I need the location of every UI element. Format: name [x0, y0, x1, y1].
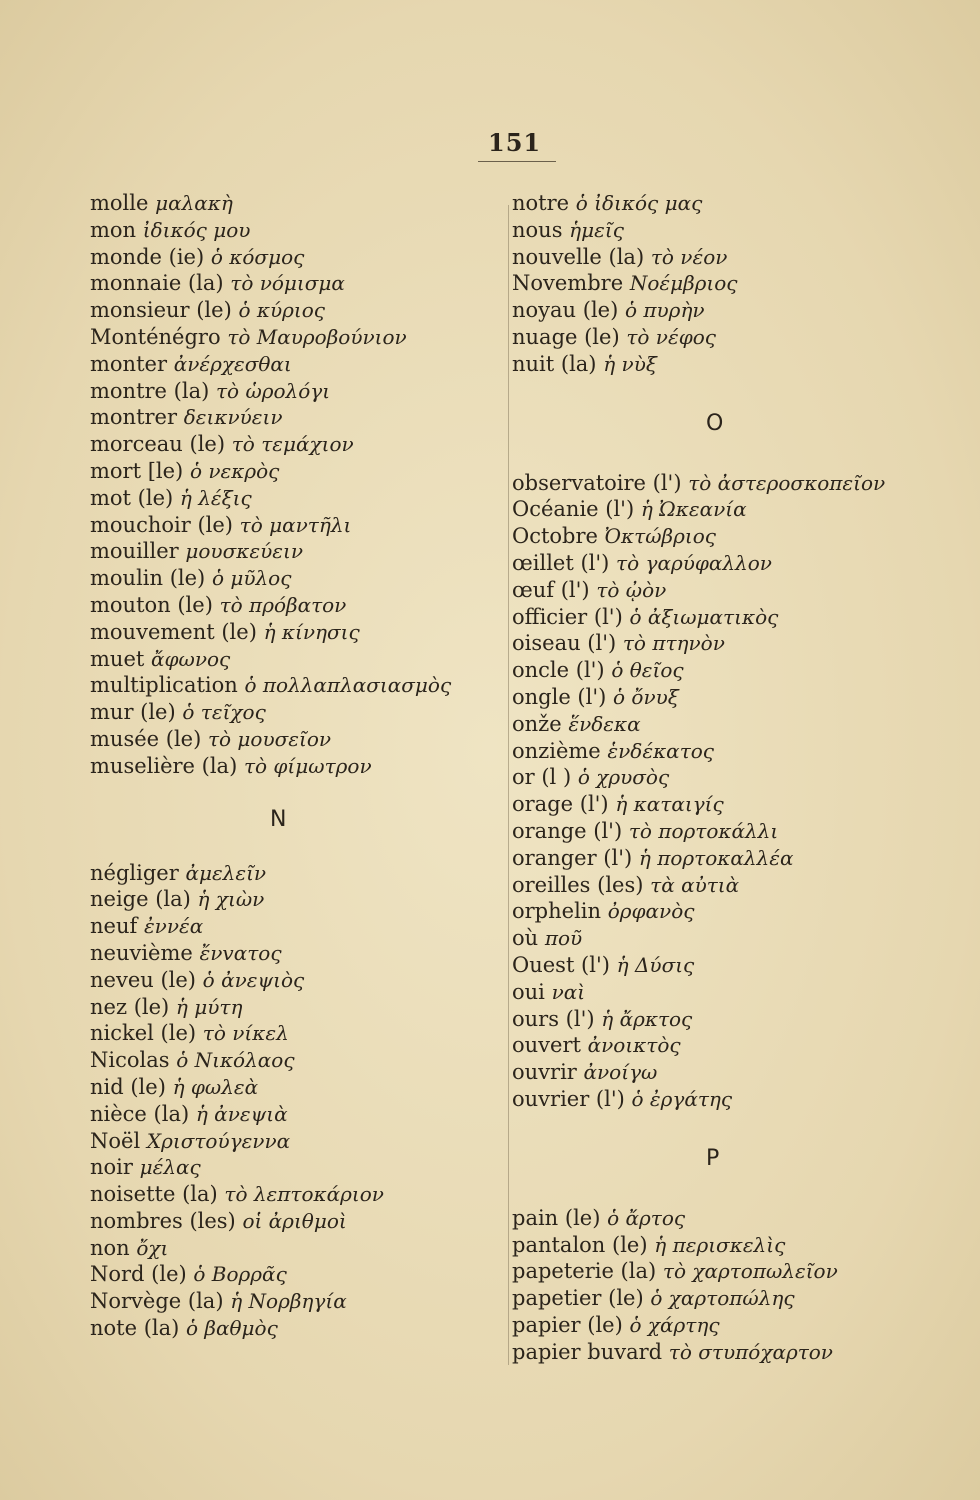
french-term: noir: [90, 1155, 133, 1180]
dictionary-entry: [90, 860, 500, 887]
french-term: mort [le): [90, 458, 184, 483]
dictionary-entry: [512, 657, 952, 684]
greek-translation: τὸ χαρτοπωλεῖον: [662, 1259, 838, 1284]
french-term: neuvième: [90, 940, 193, 965]
french-term: oiseau (l'): [512, 631, 617, 656]
greek-translation: τὸ πρόβατον: [219, 592, 347, 617]
french-term: papeterie (la): [512, 1259, 657, 1284]
letter-heading-o: O: [706, 410, 724, 436]
dictionary-entry: [512, 470, 952, 497]
greek-translation: ὁ κύριος: [238, 298, 325, 323]
greek-translation: τὸ μουσεῖον: [207, 726, 332, 751]
french-term: nombres (les): [90, 1208, 236, 1233]
dictionary-entry: [512, 1032, 952, 1059]
dictionary-entry: [512, 550, 952, 577]
dictionary-entry: [90, 244, 500, 271]
greek-translation: τὸ τεμάχιον: [231, 432, 354, 457]
greek-translation: μαλακὴ: [155, 191, 233, 215]
dictionary-entry: [90, 592, 500, 619]
dictionary-entry: [512, 845, 952, 872]
french-term: Monténégro: [90, 324, 221, 349]
greek-translation: ὁ ὄνυξ: [613, 684, 679, 709]
french-term: pain (le): [512, 1205, 601, 1230]
french-term: muet: [90, 646, 145, 671]
french-term: nièce (la): [90, 1101, 190, 1126]
greek-translation: ὁ ἀνεψιὸς: [202, 967, 305, 992]
dictionary-entry: [512, 1339, 952, 1366]
greek-translation: τὰ αὐτιὰ: [650, 872, 740, 897]
dictionary-entry: [90, 458, 500, 485]
greek-translation: ἡ νὺξ: [603, 351, 657, 376]
french-term: nid (le): [90, 1074, 166, 1099]
greek-translation: ὁ ἐργάτης: [631, 1086, 733, 1111]
greek-translation: ἡ πορτοκαλλέα: [638, 845, 794, 870]
greek-translation: ἰδικός μου: [142, 217, 251, 242]
dictionary-entry: [90, 646, 500, 673]
french-term: négliger: [90, 860, 179, 885]
dictionary-entry: [512, 1006, 952, 1033]
dictionary-entry: [90, 404, 500, 431]
right-section-p: [512, 1205, 952, 1366]
french-term: onže: [512, 711, 562, 736]
greek-translation: ποῦ: [544, 926, 583, 951]
greek-translation: ἡ φωλεὰ: [172, 1074, 259, 1099]
dictionary-entry: [90, 270, 500, 297]
french-term: ours (l'): [512, 1006, 595, 1031]
french-term: musée (le): [90, 726, 202, 751]
french-term: montrer: [90, 405, 178, 430]
greek-translation: τὸ νόμισμα: [230, 271, 345, 296]
column-divider: [508, 205, 509, 1365]
dictionary-entry: [90, 378, 500, 405]
french-term: nouvelle (la): [512, 244, 645, 269]
french-term: nuit (la): [512, 351, 597, 376]
dictionary-entry: [90, 324, 500, 351]
dictionary-entry: [90, 485, 500, 512]
french-term: mon: [90, 217, 137, 242]
french-term: onzième: [512, 738, 601, 763]
dictionary-entry: [512, 523, 952, 550]
french-term: multiplication: [90, 673, 238, 698]
greek-translation: τὸ ὡρολόγι: [215, 378, 331, 403]
greek-translation: ὁ πυρὴν: [624, 298, 705, 323]
french-term: notre: [512, 191, 570, 215]
dictionary-entry: [90, 217, 500, 244]
dictionary-entry: [512, 764, 952, 791]
dictionary-entry: [512, 738, 952, 765]
greek-translation: ὁ μῦλος: [211, 566, 292, 591]
greek-translation: ἕνδεκα: [568, 711, 641, 736]
french-term: Octobre: [512, 524, 598, 549]
french-term: neveu (le): [90, 967, 196, 992]
french-term: nez (le): [90, 994, 170, 1019]
greek-translation: Ὀκτώβριος: [604, 524, 716, 549]
french-term: mouiller: [90, 539, 179, 564]
french-term: mur (le): [90, 700, 176, 725]
dictionary-entry: [90, 512, 500, 539]
dictionary-entry: [90, 1101, 500, 1128]
greek-translation: τὸ στυπόχαρτον: [668, 1339, 833, 1364]
dictionary-entry: [512, 630, 952, 657]
greek-translation: ὁ ἄρτος: [607, 1205, 686, 1230]
greek-translation: ἐννέα: [143, 914, 204, 939]
french-term: orage (l'): [512, 792, 609, 817]
dictionary-entry: [90, 1128, 500, 1155]
greek-translation: ὁ ἰδικός μας: [575, 191, 703, 215]
greek-translation: τὸ νέον: [650, 244, 728, 269]
dictionary-entry: [512, 190, 952, 217]
dictionary-entry: [512, 496, 952, 523]
left-section-n: [90, 860, 500, 1342]
greek-translation: ἡ Ὠκεανία: [640, 497, 747, 522]
dictionary-entry: [512, 1312, 952, 1339]
french-term: Nord (le): [90, 1262, 187, 1287]
greek-translation: ὁ ἀξιωματικὸς: [629, 604, 779, 629]
greek-translation: ὁ πολλαπλασιασμὸς: [244, 673, 452, 698]
greek-translation: τὸ γαρύφαλλον: [616, 550, 772, 575]
french-term: mouton (le): [90, 592, 213, 617]
french-term: ouvert: [512, 1033, 581, 1058]
dictionary-entry: [512, 1258, 952, 1285]
greek-translation: ὁ χάρτης: [629, 1312, 720, 1337]
french-term: morceau (le): [90, 432, 226, 457]
dictionary-entry: [90, 1315, 500, 1342]
french-term: Noël: [90, 1128, 141, 1153]
greek-translation: τὸ νίκελ: [202, 1021, 289, 1046]
dictionary-entry: [512, 925, 952, 952]
greek-translation: ἡ κίνησις: [263, 619, 360, 644]
greek-translation: ἡ καταιγίς: [615, 792, 724, 817]
greek-translation: ὁ κόσμος: [210, 244, 305, 269]
dictionary-entry: [90, 1235, 500, 1262]
dictionary-entry: [90, 431, 500, 458]
dictionary-entry: [512, 604, 952, 631]
greek-translation: ἡ ἄρκτος: [601, 1006, 693, 1031]
french-term: monsieur (le): [90, 298, 232, 323]
dictionary-entry: [90, 672, 500, 699]
greek-translation: ἄφωνος: [151, 646, 231, 671]
dictionary-entry: [512, 872, 952, 899]
greek-translation: τὸ πορτοκάλλι: [628, 818, 779, 843]
dictionary-entry: [90, 1154, 500, 1181]
left-column: [90, 190, 500, 1342]
greek-translation: ὄχι: [136, 1235, 169, 1260]
greek-translation: Νοέμβριος: [629, 271, 738, 296]
french-term: non: [90, 1235, 130, 1260]
french-term: noisette (la): [90, 1182, 218, 1207]
dictionary-entry: [512, 351, 952, 378]
french-term: œuf (l'): [512, 577, 590, 602]
greek-translation: ὁ χαρτοπώλης: [650, 1286, 795, 1311]
french-term: moulin (le): [90, 566, 206, 591]
french-term: mouchoir (le): [90, 512, 233, 537]
dictionary-entry: [90, 1020, 500, 1047]
greek-translation: ὁ Βορρᾶς: [193, 1262, 287, 1287]
french-term: ongle (l'): [512, 684, 607, 709]
dictionary-entry: [90, 940, 500, 967]
french-term: ouvrir: [512, 1060, 577, 1085]
french-term: nickel (le): [90, 1021, 197, 1046]
dictionary-entry: [90, 967, 500, 994]
greek-translation: τὸ λεπτοκάριον: [224, 1182, 384, 1207]
greek-translation: τὸ νέφος: [626, 324, 716, 349]
french-term: Nicolas: [90, 1048, 170, 1073]
greek-translation: ἡμεῖς: [569, 217, 624, 242]
greek-translation: ἀμελεῖν: [185, 860, 267, 885]
dictionary-entry: [512, 952, 952, 979]
dictionary-entry: [512, 1205, 952, 1232]
right-section-n: [512, 190, 952, 378]
dictionary-entry: [90, 1208, 500, 1235]
greek-translation: ἡ Δύσις: [616, 952, 695, 977]
dictionary-entry: [512, 818, 952, 845]
dictionary-entry: [512, 1285, 952, 1312]
french-term: noyau (le): [512, 298, 619, 323]
french-term: observatoire (l'): [512, 470, 682, 495]
french-term: neige (la): [90, 887, 191, 912]
dictionary-entry: [90, 726, 500, 753]
french-term: officier (l'): [512, 604, 623, 629]
french-term: note (la): [90, 1316, 180, 1341]
french-term: montre (la): [90, 378, 210, 403]
greek-translation: τὸ πτηνὸν: [622, 631, 725, 656]
dictionary-entry: [90, 913, 500, 940]
french-term: oui: [512, 979, 545, 1004]
page-number: 151: [488, 128, 542, 157]
dictionary-entry: [90, 190, 500, 217]
greek-translation: μέλας: [139, 1155, 201, 1180]
greek-translation: ἡ μύτη: [175, 994, 243, 1019]
dictionary-entry: [512, 979, 952, 1006]
dictionary-entry: [512, 791, 952, 818]
greek-translation: ὀρφανὸς: [607, 899, 695, 924]
greek-translation: ὁ τεῖχος: [182, 700, 266, 725]
dictionary-entry: [512, 244, 952, 271]
dictionary-entry: [90, 1288, 500, 1315]
greek-translation: Χριστούγεννα: [146, 1128, 291, 1153]
greek-translation: ἡ χιὼν: [197, 887, 265, 912]
page-number-rule: [478, 161, 556, 162]
french-term: oncle (l'): [512, 658, 605, 683]
greek-translation: δεικνύειν: [183, 405, 283, 430]
greek-translation: ὁ Νικόλαος: [176, 1048, 295, 1073]
french-term: où: [512, 926, 539, 951]
greek-translation: ὁ νεκρὸς: [189, 458, 280, 483]
greek-translation: τὸ μαντῆλι: [239, 512, 352, 537]
dictionary-entry: [90, 1074, 500, 1101]
french-term: Océanie (l'): [512, 497, 635, 522]
greek-translation: τὸ φίμωτρον: [243, 753, 372, 778]
dictionary-entry: [90, 619, 500, 646]
french-term: nous: [512, 217, 563, 242]
right-column: [512, 190, 952, 1365]
greek-translation: ἡ ἀνεψιὰ: [195, 1101, 288, 1126]
french-term: orange (l'): [512, 818, 623, 843]
dictionary-entry: [90, 1261, 500, 1288]
greek-translation: ἀνέρχεσθαι: [173, 351, 292, 376]
dictionary-entry: [512, 898, 952, 925]
dictionary-entry: [512, 270, 952, 297]
french-term: mouvement (le): [90, 619, 257, 644]
dictionary-entry: [90, 565, 500, 592]
dictionary-entry: [90, 994, 500, 1021]
dictionary-entry: [512, 217, 952, 244]
french-term: nuage (le): [512, 324, 620, 349]
dictionary-entry: [512, 1086, 952, 1113]
greek-translation: ναὶ: [551, 979, 586, 1004]
french-term: molle: [90, 191, 149, 215]
greek-translation: ὁ θεῖος: [611, 658, 684, 683]
left-section-m: [90, 190, 500, 780]
french-term: or (l ): [512, 765, 572, 790]
dictionary-entry: [512, 711, 952, 738]
french-term: neuf: [90, 914, 138, 939]
dictionary-entry: [90, 886, 500, 913]
greek-translation: τὸ ᾠὸν: [596, 577, 667, 602]
greek-translation: ἀνοικτὸς: [587, 1033, 681, 1058]
greek-translation: ἡ λέξις: [179, 485, 252, 510]
greek-translation: ἑνδέκατος: [607, 738, 714, 763]
letter-heading-p: P: [706, 1145, 720, 1171]
french-term: oranger (l'): [512, 845, 633, 870]
dictionary-entry: [512, 577, 952, 604]
greek-translation: ἡ Νορβηγία: [230, 1289, 347, 1314]
french-term: Ouest (l'): [512, 952, 610, 977]
french-term: mot (le): [90, 485, 174, 510]
right-section-o: [512, 470, 952, 1113]
french-term: monnaie (la): [90, 271, 224, 296]
letter-heading-n: N: [270, 806, 287, 832]
greek-translation: ἔνvατος: [199, 940, 282, 965]
greek-translation: ὁ χρυσὸς: [577, 765, 670, 790]
dictionary-entry: [512, 1232, 952, 1259]
french-term: orphelin: [512, 899, 602, 924]
greek-translation: οἱ ἀριθμοὶ: [242, 1208, 347, 1233]
dictionary-entry: [512, 297, 952, 324]
dictionary-entry: [512, 1059, 952, 1086]
french-term: Norvège (la): [90, 1289, 224, 1314]
dictionary-entry: [90, 699, 500, 726]
dictionary-entry: [90, 1047, 500, 1074]
greek-translation: τὸ Μαυροβούνιον: [227, 324, 407, 349]
dictionary-entry: [512, 684, 952, 711]
greek-translation: ἀνοίγω: [583, 1060, 658, 1085]
french-term: Novembre: [512, 271, 624, 296]
dictionary-entry: [90, 1181, 500, 1208]
french-term: ouvrier (l'): [512, 1086, 625, 1111]
dictionary-entry: [512, 324, 952, 351]
french-term: papier (le): [512, 1312, 623, 1337]
dictionary-entry: [90, 538, 500, 565]
french-term: monter: [90, 351, 167, 376]
french-term: oreilles (les): [512, 872, 644, 897]
greek-translation: μουσκεύειν: [185, 539, 303, 564]
greek-translation: ὁ βαθμὸς: [186, 1316, 278, 1341]
french-term: papier buvard: [512, 1339, 663, 1364]
greek-translation: ἡ περισκελὶς: [654, 1232, 786, 1257]
greek-translation: τὸ ἀστεροσκοπεῖον: [688, 470, 886, 495]
dictionary-entry: [90, 297, 500, 324]
french-term: papetier (le): [512, 1286, 644, 1311]
dictionary-entry: [90, 351, 500, 378]
dictionary-entry: [90, 753, 500, 780]
french-term: muselière (la): [90, 753, 238, 778]
french-term: monde (ie): [90, 244, 205, 269]
french-term: pantalon (le): [512, 1232, 648, 1257]
french-term: œillet (l'): [512, 550, 610, 575]
